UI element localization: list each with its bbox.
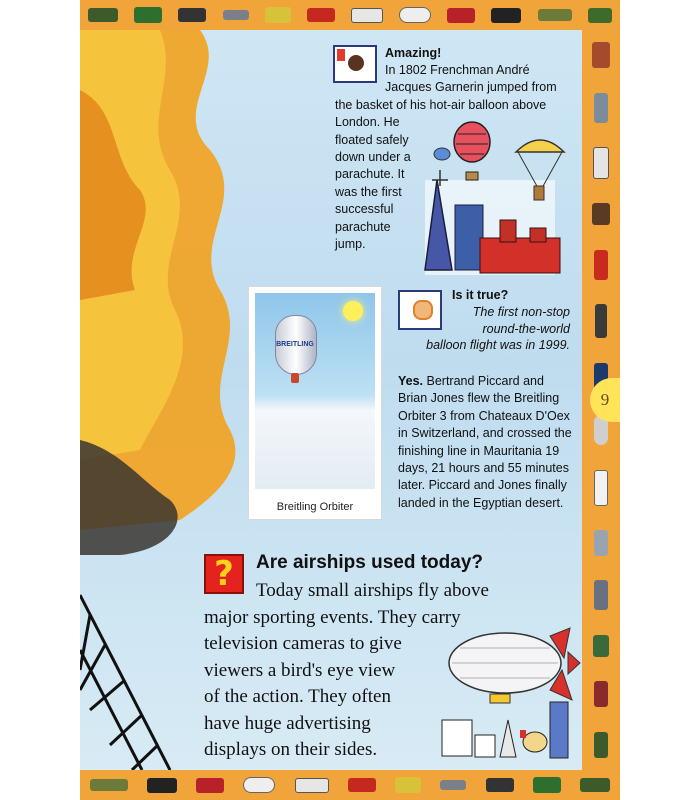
shuttle-icon <box>593 147 609 179</box>
ship-icon <box>595 304 607 338</box>
tank-vertical-icon <box>594 732 608 758</box>
book-page <box>80 0 620 800</box>
page-number: 9 <box>590 378 620 422</box>
yes-text: Bertrand Piccard and Brian Jones flew the Breitling Orbiter 3 from Chateaux D'Oex in Switzerland, and crossed the finishing line in Mauritania 19 days, 21 hours and 55 minutes later. Piccard and Jones finally landed in the Egyptian desert. <box>398 374 572 510</box>
is-it-true-heading: Is it true? <box>452 288 509 302</box>
yes-label: Yes. <box>398 374 424 388</box>
amazing-line-4: London. He <box>335 115 400 130</box>
question-title: Are airships used today? <box>256 552 484 573</box>
question-answer <box>204 578 544 764</box>
bus-icon <box>265 7 291 23</box>
balloon-logo: BREITLING <box>276 341 314 348</box>
amazing-line-2: Jacques Garnerin jumped from <box>385 80 557 95</box>
hovercraft-icon <box>399 7 431 23</box>
photo-sky <box>255 293 375 489</box>
amazing-line-6: down under a <box>335 150 411 165</box>
tank-icon <box>88 8 118 22</box>
content-panel <box>80 30 582 770</box>
bus-bottom-icon <box>196 778 224 793</box>
boat-icon <box>592 42 610 68</box>
answer-line-5: of the action. They often <box>204 686 391 707</box>
amazing-line-1: In 1802 Frenchman André <box>385 63 530 77</box>
amazing-line-8: was the first <box>335 184 402 199</box>
truck-icon <box>588 8 612 23</box>
tractor-icon <box>134 7 162 23</box>
jet-fighter-icon <box>594 580 608 610</box>
exclamation-card-icon <box>337 49 345 61</box>
answer-line-1: Today small airships fly above <box>256 580 489 601</box>
bus-yellow-bottom-icon <box>395 777 421 793</box>
tank-bottom-icon <box>580 778 610 792</box>
fire-engine-icon <box>594 250 608 280</box>
answer-line-3: television cameras to give <box>204 633 402 654</box>
amazing-line-5: floated safely <box>335 132 409 147</box>
plane-icon <box>594 93 608 123</box>
motorbike-bottom-icon <box>348 778 376 792</box>
question-line-1: The first non-stop <box>472 305 570 319</box>
breitling-photo <box>248 286 382 520</box>
amazing-line-3: the basket of his hot-air balloon above <box>335 97 547 112</box>
question-line-2: round-the-world <box>482 321 570 336</box>
answer-line-2: major sporting events. They carry <box>204 606 461 628</box>
train-bottom-icon <box>147 778 177 793</box>
vehicle-border-top <box>80 0 620 30</box>
yes-answer <box>398 373 576 512</box>
tractor-bottom-icon <box>533 777 561 793</box>
question-mark-icon: ? <box>204 554 244 594</box>
car-icon <box>351 8 383 23</box>
bike-icon <box>593 635 609 657</box>
car-bottom-icon <box>295 778 329 793</box>
van-icon <box>447 8 475 23</box>
steam-train-icon <box>491 8 521 23</box>
motorbike-dark-bottom-icon <box>486 778 514 792</box>
glider-icon <box>594 530 608 556</box>
answer-line-7: displays on their sides. <box>204 739 378 760</box>
amazing-text <box>335 62 567 253</box>
photo-caption: Breitling Orbiter <box>276 501 354 513</box>
sun-icon <box>343 301 363 321</box>
digger-icon <box>592 203 610 225</box>
amazing-line-10: parachute <box>335 219 391 234</box>
motorbike-red-icon <box>307 8 335 22</box>
hovercraft-bottom-icon <box>243 777 275 793</box>
amazing-line-9: successful <box>335 202 394 217</box>
amazing-line-11: jump. <box>335 237 366 252</box>
jet-icon <box>223 10 249 20</box>
amazing-line-7: parachute. It <box>335 167 405 182</box>
question-line-3: balloon flight was in 1999. <box>426 338 570 352</box>
vehicle-border-bottom <box>80 770 620 800</box>
car-vertical-icon <box>594 681 608 707</box>
motorbike-icon <box>178 8 206 22</box>
helicopter-icon <box>538 9 572 21</box>
orbiter-gondola-icon <box>291 373 299 383</box>
amazing-heading: Amazing! <box>385 46 442 60</box>
jet-bottom-icon <box>440 780 466 790</box>
helicopter-bottom-icon <box>90 779 128 791</box>
is-it-true-question <box>398 304 570 354</box>
answer-line-6: have huge advertising <box>204 712 371 734</box>
answer-line-4: viewers a bird's eye view <box>204 659 396 681</box>
rocket-icon <box>594 470 608 506</box>
